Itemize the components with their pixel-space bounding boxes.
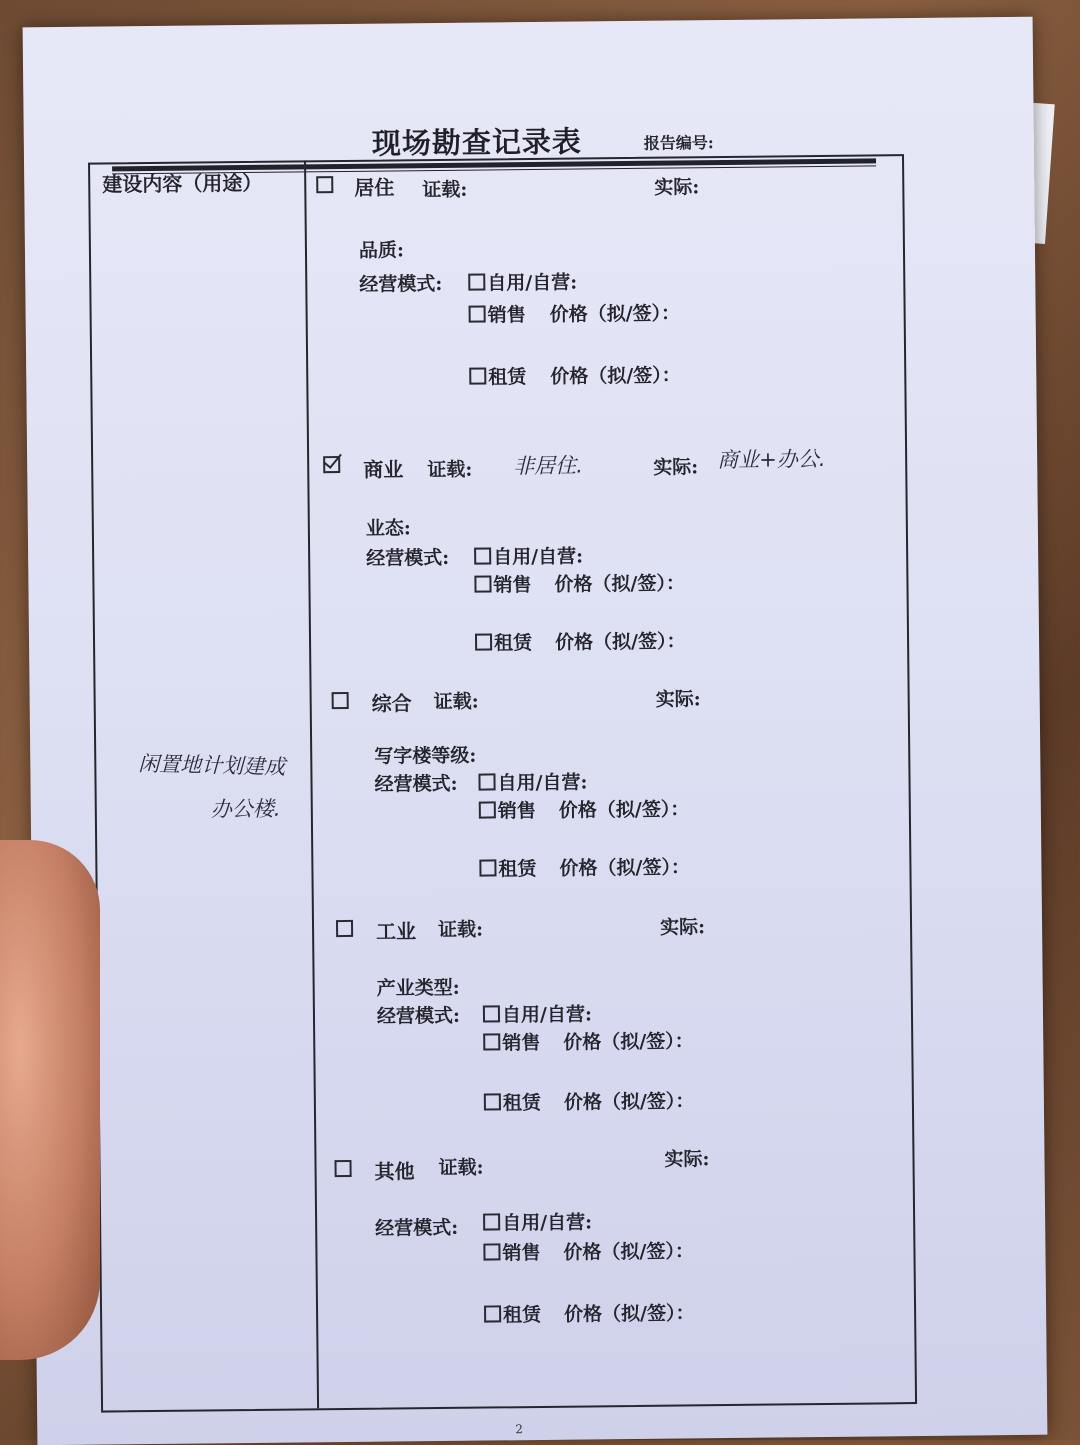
residential-rent-label: 租赁 xyxy=(488,366,527,389)
commercial-sale-checkbox[interactable] xyxy=(474,575,491,592)
cert-label-other: 证载: xyxy=(438,1156,484,1180)
commercial-sale-label: 销售 xyxy=(493,574,532,597)
quality-label: 品质: xyxy=(358,239,405,262)
industrial-self-checkbox[interactable] xyxy=(483,1005,500,1022)
mode-label-mixed: 经营模式: xyxy=(374,772,458,796)
commercial-self-label: 自用/自营: xyxy=(493,545,584,569)
actual-label-mixed: 实际: xyxy=(655,688,701,711)
other-rent-label: 租赁 xyxy=(503,1303,542,1327)
other-rent-checkbox[interactable] xyxy=(484,1305,501,1322)
cert-label-residential: 证载: xyxy=(422,178,468,202)
industrial-rent-checkbox[interactable] xyxy=(484,1093,501,1110)
commercial-cert-value: 非居住. xyxy=(513,453,584,479)
mode-label-residential: 经营模式: xyxy=(359,272,443,296)
other-sale-label: 销售 xyxy=(502,1241,541,1265)
form-title: 现场勘查记录表 xyxy=(371,124,583,161)
other-sale-price-label: 价格（拟/签）： xyxy=(563,1240,695,1264)
category-other: 其他 xyxy=(374,1159,415,1184)
commercial-sale-price-label: 价格（拟/签）： xyxy=(554,572,686,596)
industrial-sale-checkbox[interactable] xyxy=(483,1033,500,1050)
other-checkbox[interactable] xyxy=(334,1160,351,1177)
residential-sale-label: 销售 xyxy=(487,304,526,327)
mixed-sale-checkbox[interactable] xyxy=(479,801,496,818)
commercial-rent-label: 租赁 xyxy=(493,632,533,655)
commercial-checkbox-checked[interactable] xyxy=(323,456,340,473)
mixed-sale-price-label: 价格（拟/签）： xyxy=(558,798,690,822)
mixed-checkbox[interactable] xyxy=(332,692,349,709)
category-mixed: 综合 xyxy=(371,691,412,716)
commercial-rent-checkbox[interactable] xyxy=(475,633,492,650)
mixed-rent-price-label: 价格（拟/签）： xyxy=(559,856,691,880)
commercial-rent-price-label: 价格（拟/签）： xyxy=(554,630,686,654)
page-number: 2 xyxy=(515,1422,524,1437)
industry-type-label: 产业类型: xyxy=(376,976,460,1000)
mixed-sale-label: 销售 xyxy=(497,799,536,823)
commercial-actual-value: 商业+办公. xyxy=(717,446,826,473)
office-grade-label: 写字楼等级: xyxy=(374,744,477,768)
actual-label-commercial: 实际: xyxy=(653,456,699,479)
mixed-self-label: 自用/自营: xyxy=(497,771,588,795)
industrial-sale-label: 销售 xyxy=(502,1031,541,1055)
actual-label-other: 实际: xyxy=(664,1148,710,1171)
residential-self-label: 自用/自营: xyxy=(487,271,578,295)
construction-use-header: 建设内容（用途） xyxy=(102,170,263,197)
handwritten-note-line1: 闲置地计划建成 xyxy=(138,751,286,780)
category-commercial: 商业 xyxy=(363,457,404,482)
handwritten-note-line2: 办公楼. xyxy=(210,796,281,822)
mixed-self-checkbox[interactable] xyxy=(478,773,495,790)
holding-hand xyxy=(0,840,100,1360)
commercial-self-checkbox[interactable] xyxy=(474,547,491,564)
industrial-rent-price-label: 价格（拟/签）： xyxy=(563,1090,695,1114)
form-sheet xyxy=(23,17,1048,1445)
mode-label-industrial: 经营模式: xyxy=(376,1004,461,1028)
other-sale-checkbox[interactable] xyxy=(483,1243,500,1260)
industrial-rent-label: 租赁 xyxy=(502,1091,542,1115)
cert-label-mixed: 证载: xyxy=(433,690,479,714)
industrial-sale-price-label: 价格（拟/签）： xyxy=(563,1030,694,1054)
report-number-label: 报告编号: xyxy=(643,133,714,153)
residential-rent-price-label: 价格（拟/签）： xyxy=(550,364,681,388)
business-type-label: 业态: xyxy=(365,517,412,540)
residential-sale-price-label: 价格（拟/签）： xyxy=(549,302,681,326)
mixed-rent-label: 租赁 xyxy=(498,857,537,881)
industrial-self-label: 自用/自营: xyxy=(501,1003,593,1027)
mode-label-other: 经营模式: xyxy=(375,1216,459,1240)
mode-label-commercial: 经营模式: xyxy=(366,546,450,570)
residential-rent-checkbox[interactable] xyxy=(469,367,486,384)
residential-checkbox[interactable] xyxy=(316,176,333,193)
actual-label-residential: 实际: xyxy=(654,176,700,199)
other-rent-price-label: 价格（拟/签）： xyxy=(563,1302,695,1326)
residential-sale-checkbox[interactable] xyxy=(469,305,486,322)
cert-label-commercial: 证载: xyxy=(427,458,473,482)
category-residential: 居住 xyxy=(354,175,395,200)
actual-label-industrial: 实际: xyxy=(659,916,706,939)
mixed-rent-checkbox[interactable] xyxy=(479,859,496,876)
other-self-label: 自用/自营: xyxy=(502,1211,593,1235)
other-self-checkbox[interactable] xyxy=(483,1213,500,1230)
industrial-checkbox[interactable] xyxy=(336,920,353,937)
cert-label-industrial: 证载: xyxy=(437,918,484,942)
category-industrial: 工业 xyxy=(375,919,417,944)
residential-self-checkbox[interactable] xyxy=(468,273,485,290)
